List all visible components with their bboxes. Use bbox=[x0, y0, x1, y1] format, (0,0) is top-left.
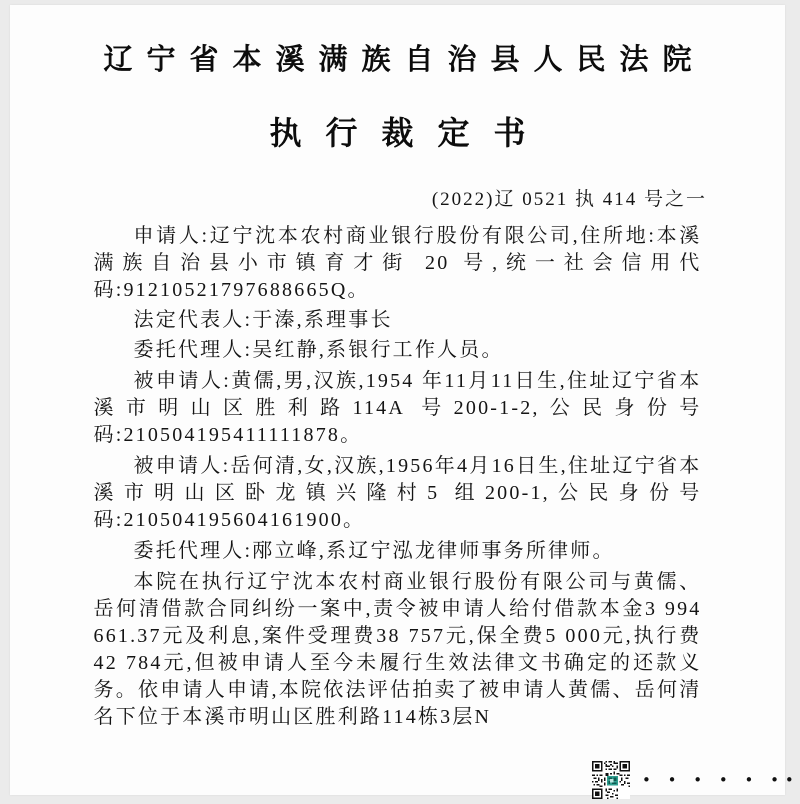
paragraph-respondent-1: 被申请人:黄儒,男,汉族,1954 年11月11日生,住址辽宁省本溪市明山区胜利路114A 号200-1-2,公民身份号码:210504195411111878。 bbox=[93, 370, 702, 446]
paragraph-legal-representative: 法定代表人:于溱,系理事长 bbox=[133, 309, 393, 331]
document-body bbox=[94, 223, 702, 731]
paragraph-ruling-body: 本院在执行辽宁沈本农村商业银行股份有限公司与黄儒、岳何清借款合同纠纷一案中,责令被申请人给付借款本金3 994 661.37元及利息,案件受理费38 757元,保全费5 000元,执行费42 784元,但被申请人至今未履行生效法律文书确定的还款义务。依申请人申请,本院依法评估拍卖了被申请人黄儒、岳何清名下位于本溪市明山区胜利路114栋3层N bbox=[93, 571, 702, 728]
court-name: 辽宁省本溪满族自治县人民法院 bbox=[103, 44, 706, 76]
document-page bbox=[10, 5, 800, 795]
paragraph-agent-respondent: 委托代理人:邴立峰,系辽宁泓龙律师事务所律师。 bbox=[133, 540, 615, 562]
footer-mark bbox=[592, 760, 800, 800]
qr-code-icon bbox=[592, 761, 630, 799]
paragraph-agent-applicant: 委托代理人:吴红静,系银行工作人员。 bbox=[133, 339, 504, 361]
case-number: (2022)辽 0521 执 414 号之一 bbox=[431, 189, 707, 210]
paragraph-respondent-2: 被申请人:岳何清,女,汉族,1956年4月16日生,住址辽宁省本溪市明山区卧龙镇兴隆村5 组200-1,公民身份号码:210504195604161900。 bbox=[93, 455, 702, 531]
footer-dots: • • • • • •• bbox=[642, 771, 800, 789]
paragraph-applicant: 申请人:辽宁沈本农村商业银行股份有限公司,住所地:本溪满族自治县小市镇育才街 20 号,统一社会信用代码:91210521797688665Q。 bbox=[93, 225, 702, 301]
document-title: 执行裁定书 bbox=[269, 115, 550, 151]
